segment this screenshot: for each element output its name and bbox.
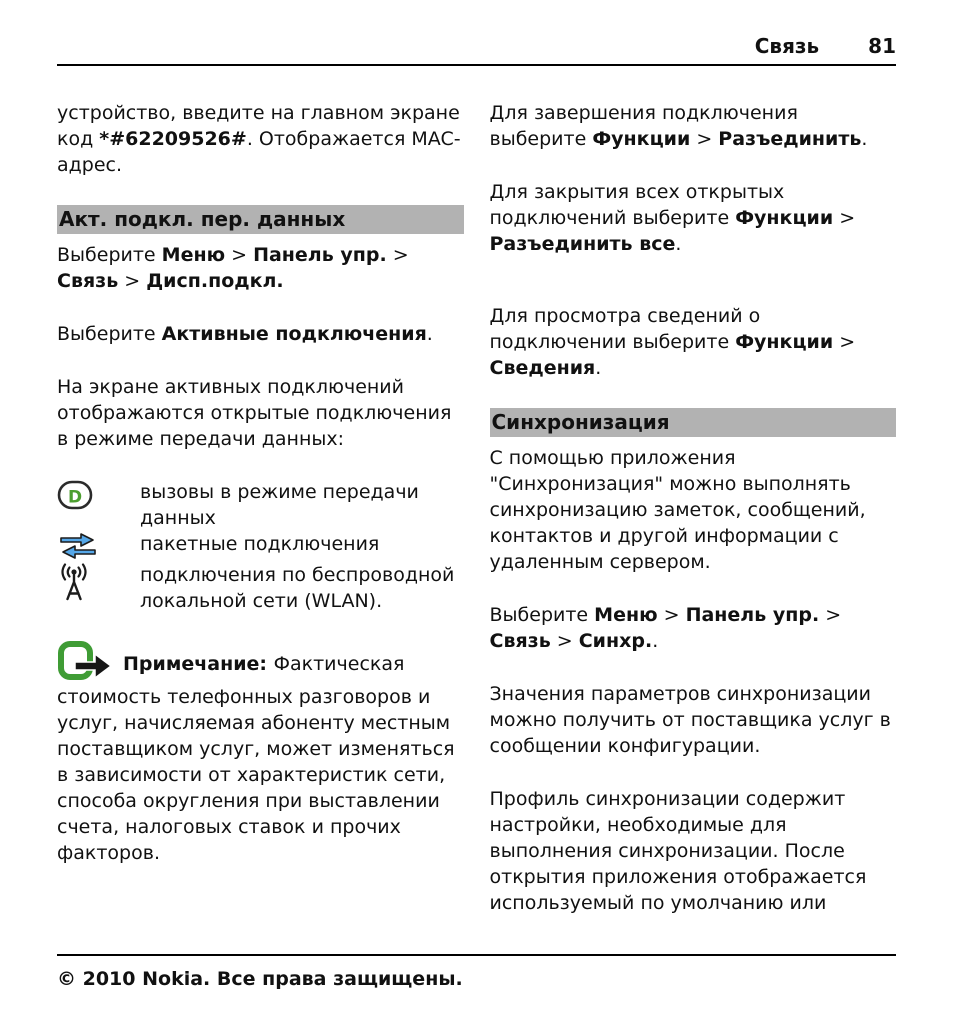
header-page-number: 81	[868, 34, 896, 58]
list-item-label: вызовы в режиме передачи данных	[140, 481, 419, 529]
right-column	[490, 100, 897, 943]
header-section-title: Связь	[754, 34, 820, 58]
paragraph-screen-description: На экране активных подключений отображаются открытые подключения в режиме передачи данных:	[57, 376, 452, 450]
paragraph-sync-intro: С помощью приложения "Синхронизация" можно выполнять синхронизацию заметок, сообщений, контактов и другой информации с удаленным сервером.	[489, 447, 866, 573]
section-heading-active-data-connections: Акт. подкл. пер. данных	[57, 205, 464, 234]
left-column	[57, 100, 464, 893]
paragraph-view-details: Для просмотра сведений о подключении выберите Функции > Сведения.	[489, 305, 856, 379]
page-header	[57, 34, 896, 58]
paragraph-select-active: Выберите Активные подключения.	[57, 323, 433, 345]
list-item-label: пакетные подключения	[140, 533, 380, 555]
packet-data-icon	[57, 531, 140, 562]
wlan-icon	[57, 562, 140, 601]
copyright-text: © 2010 Nokia. Все права защищены.	[57, 968, 463, 990]
section-heading-synchronization: Синхронизация	[490, 408, 897, 437]
note-text: Примечание: Фактическая стоимость телефонных разговоров и услуг, начисляемая абоненту местным поставщиком услуг, может изменяться в зависимости от характеристик сети, способа округления при выставлении счета, налоговых ставок и прочих факторов.	[57, 653, 455, 864]
list-item	[57, 562, 464, 614]
list-item	[57, 531, 464, 562]
paragraph-close-all-connections: Для закрытия всех открытых подключений выберите Функции > Разъединить все.	[489, 181, 856, 255]
svg-text:D: D	[67, 487, 83, 508]
paragraph-sync-parameters: Значения параметров синхронизации можно получить от поставщика услуг в сообщении конфигурации.	[489, 683, 891, 757]
paragraph-end-connection: Для завершения подключения выберите Функции > Разъединить.	[489, 102, 868, 150]
list-item-label: подключения по беспроводной локальной сети (WLAN).	[140, 564, 455, 612]
connection-type-list	[57, 479, 464, 614]
paragraph-menu-path: Выберите Меню > Панель упр. > Связь > Дисп.подкл.	[57, 244, 409, 292]
paragraph-sync-menu-path: Выберите Меню > Панель упр. > Связь > Синхр..	[489, 604, 842, 652]
paragraph-sync-profile: Профиль синхронизации содержит настройки, необходимые для выполнения синхронизации. После открытия приложения отображается используемый по умолчанию или	[489, 788, 867, 914]
note-paragraph	[57, 640, 464, 866]
page-footer	[57, 954, 896, 990]
list-item	[57, 479, 464, 531]
note-icon	[57, 640, 115, 684]
paragraph-mac-address: устройство, введите на главном экране код *#62209526#. Отображается MAC-адрес.	[57, 102, 461, 176]
content-columns	[57, 100, 896, 943]
header-rule	[57, 64, 896, 66]
data-call-icon	[57, 479, 140, 510]
